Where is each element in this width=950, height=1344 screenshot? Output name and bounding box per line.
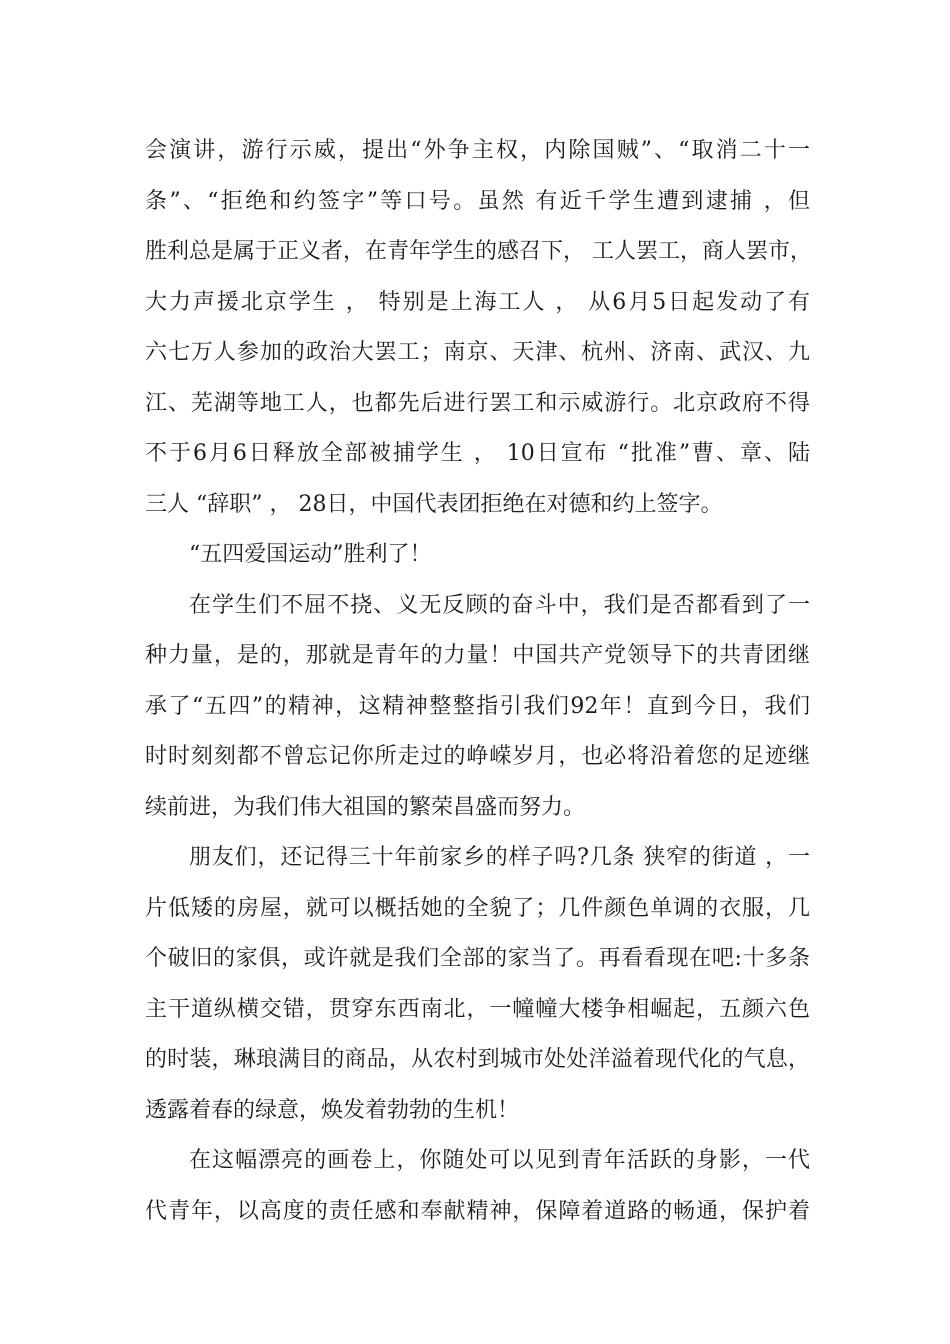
text-line: 的时装，琳琅满目的商品，从农村到城市处处洋溢着现代化的气息， [145, 1047, 810, 1072]
text-line: 朋友们，还记得三十年前家乡的样子吗?几条 狭窄的街道 ，一 [189, 845, 810, 870]
text-line: 片低矮的房屋，就可以概括她的全貌了；几件颜色单调的衣服，几 [145, 895, 810, 921]
document-body [145, 126, 810, 1237]
text-line: 透露着春的绿意，焕发着勃勃的生机！ [145, 1097, 520, 1123]
text-line: 个破旧的家俱，或许就是我们全部的家当了。再看看现在吧:十多条 [145, 946, 810, 971]
text-line: 续前进，为我们伟大祖国的繁荣昌盛而努力。 [145, 794, 586, 820]
text-line: 种力量，是的，那就是青年的力量！中国共产党领导下的共青团继 [145, 643, 810, 668]
text-line: 主干道纵横交错，贯穿东西南北，一幢幢大楼争相崛起，五颜六色 [145, 996, 810, 1022]
text-line: 江、芜湖等地工人，也都先后进行罢工和示威游行。北京政府不得 [145, 390, 810, 416]
text-line: 条”、“拒绝和约签字”等口号。虽然 有近千学生遭到逮捕 ，但 [145, 188, 810, 214]
section-heading: “五四爱国运动”胜利了！ [189, 542, 432, 567]
text-line: 在学生们不屈不挠、义无反顾的奋斗中，我们是否都看到了一 [189, 592, 810, 618]
text-line: 承了“五四”的精神，这精神整整指引我们92年！直到今日，我们 [145, 693, 810, 719]
text-line: 时时刻刻都不曾忘记你所走过的峥嵘岁月，也必将沿着您的足迹继 [145, 744, 810, 769]
text-line: 不于6月6日释放全部被捕学生 ， 10日宣布 “批准”曹、章、陆 [145, 441, 810, 466]
text-line: 三人 “辞职” ， 28日，中国代表团拒绝在对德和约上签字。 [145, 491, 723, 517]
text-line: 六七万人参加的政治大罢工；南京、天津、杭州、济南、武汉、九 [145, 340, 810, 365]
text-line: 大力声援北京学生 ， 特别是上海工人 ， 从6月5日起发动了有 [145, 289, 810, 315]
text-line: 在这幅漂亮的画卷上，你随处可以见到青年活跃的身影，一代 [189, 1148, 810, 1173]
text-line: 会演讲，游行示威，提出“外争主权，内除国贼”、“取消二十一 [145, 138, 810, 163]
text-line: 胜利总是属于正义者，在青年学生的感召下， 工人罢工，商人罢市， [145, 239, 812, 264]
text-line: 代青年，以高度的责任感和奉献精神，保障着道路的畅通，保护着 [145, 1198, 810, 1224]
